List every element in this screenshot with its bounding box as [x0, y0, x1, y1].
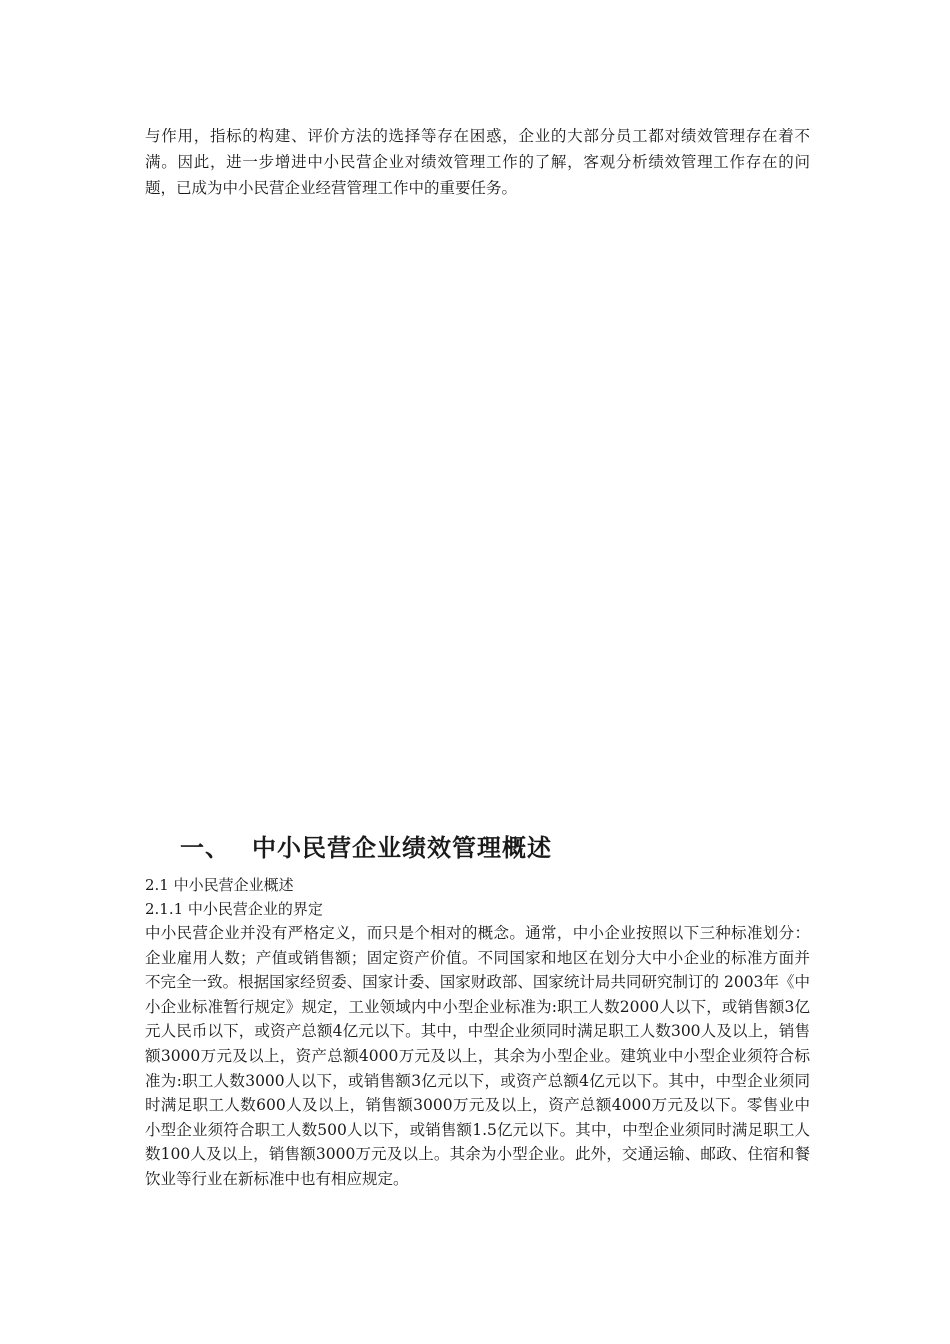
chapter-number: 一、: [180, 833, 230, 862]
chapter-heading: [180, 828, 552, 863]
intro-paragraph: 与作用，指标的构建、评价方法的选择等存在困惑，企业的大部分员工都对绩效管理存在着不满。因此，进一步增进中小民营企业对绩效管理工作的了解，客观分析绩效管理工作存在的问题，已成为中小民营企业经营管理工作中的重要任务。: [145, 127, 810, 197]
section-heading-2-1: 2.1 中小民营企业概述: [145, 876, 294, 894]
section-heading-2-1-1: 2.1.1 中小民营企业的界定: [145, 900, 323, 918]
chapter-title: 中小民营企业绩效管理概述: [252, 833, 552, 862]
body-paragraph: 中小民营企业并没有严格定义，而只是个相对的概念。通常，中小企业按照以下三种标准划分：企业雇用人数；产值或销售额；固定资产价值。不同国家和地区在划分大中小企业的标准方面并不完全一致。根据国家经贸委、国家计委、国家财政部、国家统计局共同研究制订的 2003年《中小企业标准暂行规定》规定，工业领域内中小型企业标准为:职工人数2000人以下，或销售额3亿元人民币以下，或资产总额4亿元以下。其中，中型企业须同时满足职工人数300人及以上，销售额3000万元及以上，资产总额4000万元及以上，其余为小型企业。建筑业中小型企业须符合标准为:职工人数3000人以下，或销售额3亿元以下，或资产总额4亿元以下。其中，中型企业须同时满足职工人数600人及以上，销售额3000万元及以上，资产总额4000万元及以下。零售业中小型企业须符合职工人数500人以下，或销售额1.5亿元以下。其中，中型企业须同时满足职工人数100人及以上，销售额3000万元及以上。其余为小型企业。此外，交通运输、邮政、住宿和餐饮业等行业在新标准中也有相应规定。: [145, 924, 810, 1188]
